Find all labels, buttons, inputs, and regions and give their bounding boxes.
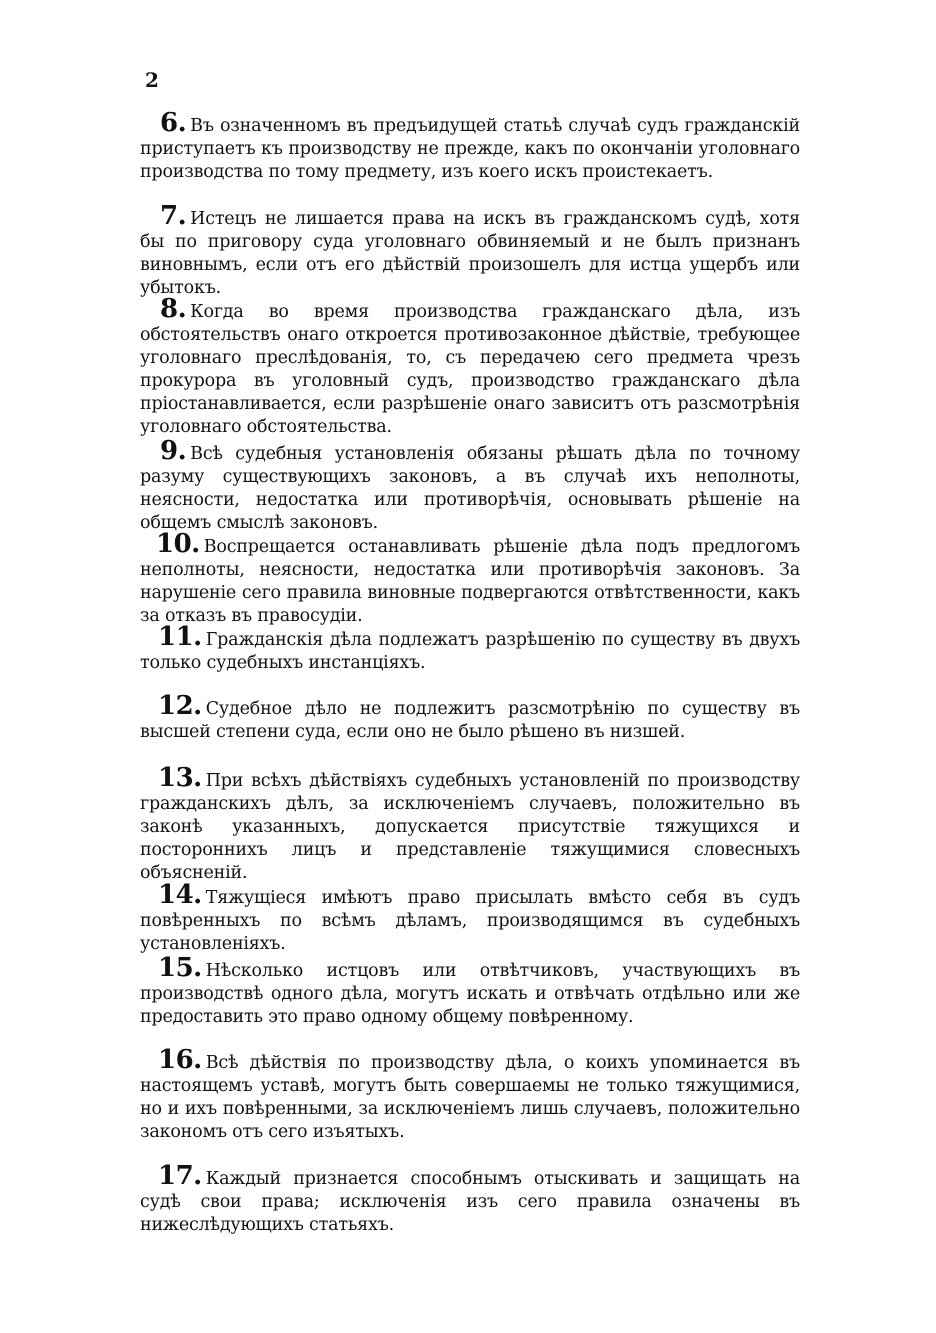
article-10 — [140, 529, 800, 628]
article-text: Всѣ судебныя установленія обязаны рѣшать дѣла по точному разуму существующихъ законовъ, а въ случаѣ ихъ неполноты, неясности, недостатка или противорѣчія, основывать рѣшеніе на общемъ смыслѣ законовъ. — [140, 444, 800, 533]
article-6 — [140, 108, 800, 184]
article-text: Судебное дѣло не подлежитъ разсмотрѣнію по существу въ высшей степени суда, если оно не было рѣшено въ низшей. — [140, 699, 800, 742]
article-number: 12. — [158, 691, 202, 721]
article-text: Истецъ не лишается права на искъ въ гражданскомъ судѣ, хотя бы по приговору суда уголовнаго обвиняемый и не былъ признанъ виновнымъ, если отъ его дѣйствій произошелъ для истца ущербъ или убытокъ. — [140, 209, 800, 298]
article-number: 17. — [158, 1161, 202, 1191]
article-8 — [140, 294, 800, 439]
article-13 — [140, 763, 800, 885]
article-7 — [140, 201, 800, 300]
article-text: Нѣсколько истцовъ или отвѣтчиковъ, участвующихъ въ производствѣ одного дѣла, могутъ искать и отвѣчать отдѣльно или же предоставить это право одному общему повѣренному. — [140, 961, 800, 1027]
article-number: 11. — [158, 622, 202, 652]
article-number: 10. — [156, 529, 200, 559]
page-number: 2 — [145, 68, 159, 92]
article-text: Въ означенномъ въ предъидущей статьѣ случаѣ судъ гражданскій приступаетъ къ производству не прежде, какъ по окончаніи уголовнаго производства по тому предмету, изъ коего искъ проистекаетъ. — [140, 116, 800, 182]
article-text: Гражданскія дѣла подлежатъ разрѣшенію по существу въ двухъ только судебныхъ инстанціяхъ. — [140, 630, 800, 673]
article-12 — [140, 691, 800, 744]
article-number: 16. — [158, 1045, 202, 1075]
article-number: 8. — [160, 294, 187, 324]
article-text: Каждый признается способнымъ отыскивать и защищать на судѣ свои права; исключенія изъ сего правила означены въ нижеслѣдующихъ статьяхъ. — [140, 1169, 800, 1235]
article-text: Всѣ дѣйствія по производству дѣла, о коихъ упоминается въ настоящемъ уставѣ, могутъ быть совершаемы не только тяжущимися, но и ихъ повѣренными, за исключеніемъ лишь случаевъ, положительно закономъ отъ сего изъятыхъ. — [140, 1053, 800, 1142]
article-number: 15. — [158, 953, 202, 983]
article-number: 9. — [160, 436, 187, 466]
article-15 — [140, 953, 800, 1029]
article-number: 6. — [160, 108, 187, 138]
article-11 — [140, 622, 800, 675]
article-number: 7. — [160, 201, 187, 231]
article-16 — [140, 1045, 800, 1144]
article-number: 13. — [158, 763, 202, 793]
article-text: Тяжущіеся имѣютъ право присылать вмѣсто себя въ судъ повѣренныхъ по всѣмъ дѣламъ, производящимся въ судебныхъ установленіяхъ. — [140, 888, 800, 954]
article-text: Воспрещается останавливать рѣшеніе дѣла подъ предлогомъ неполноты, неясности, недостатка или противорѣчія законовъ. За нарушеніе сего правила виновные подвергаются отвѣтственности, какъ за отказъ въ правосудіи. — [140, 537, 800, 626]
article-17 — [140, 1161, 800, 1237]
article-number: 14. — [158, 880, 202, 910]
article-text: Когда во время производства гражданскаго дѣла, изъ обстоятельствъ онаго откроется противозаконное дѣйствіе, требующее уголовнаго преслѣдованія, то, съ передачею сего предмета чрезъ прокурора въ уголовный судъ, производство гражданскаго дѣла пріостанавливается, если разрѣшеніе онаго зависитъ отъ разсмотрѣнія уголовнаго обстоятельства. — [140, 302, 800, 437]
article-9 — [140, 436, 800, 535]
article-text: При всѣхъ дѣйствіяхъ судебныхъ установленій по производству гражданскихъ дѣлъ, за исключеніемъ случаевъ, положительно въ законѣ указанныхъ, допускается присутствіе тяжущихся и постороннихъ лицъ и представленіе тяжущимися словесныхъ объясненій. — [140, 771, 800, 883]
article-14 — [140, 880, 800, 956]
